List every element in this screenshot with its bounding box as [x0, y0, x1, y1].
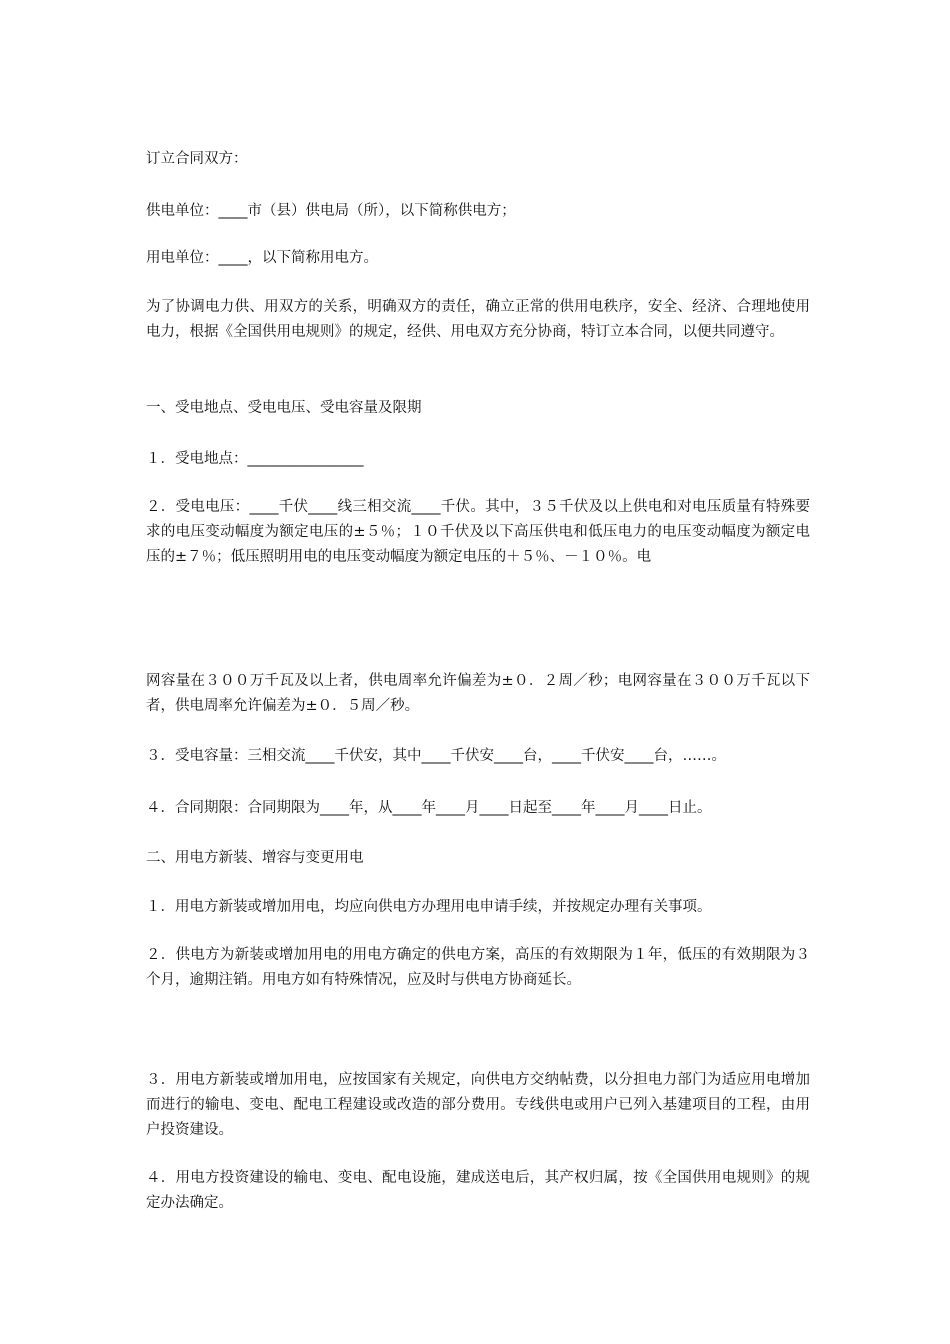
- clause-2-2: ２．供电方为新装或增加用电的用电方确定的供电方案，高压的有效期限为１年，低压的有效期限为３个月，逾期注销。用电方如有特殊情况，应及时与供电方协商延长。: [146, 947, 810, 988]
- clause-1-2: ２．受电电压：____千伏____线三相交流____千伏。其中，３５千伏及以上供电和对电压质量有特殊要求的电压变动幅度为额定电压的±５％；１０千伏及以下高压供电和低压电力的电压变动幅度为额定电压的±７％；低压照明用电的电压变动幅度为额定电压的＋５％、－１０％。电: [146, 499, 810, 565]
- clause-1-3: ３．受电容量：三相交流____千伏安，其中____千伏安____台，____千伏安____台，……。: [146, 748, 726, 764]
- clause-2-1: １．用电方新装或增加用电，均应向供电方办理用电申请手续，并按规定办理有关事项。: [146, 899, 712, 915]
- clause-1-1: １．受电地点：________________: [146, 451, 364, 467]
- section-one-heading: 一、受电地点、受电电压、受电容量及限期: [146, 400, 422, 416]
- user-line: 用电单位：____，以下简称用电方。: [146, 250, 378, 266]
- section-two-heading: 二、用电方新装、增容与变更用电: [146, 850, 364, 866]
- clause-1-2-continued: 网容量在３００万千瓦及以上者，供电周率允许偏差为±０．２周／秒；电网容量在３００万千瓦以下者，供电周率允许偏差为±０．５周／秒。: [146, 673, 810, 714]
- clause-2-4: ４．用电方投资建设的输电、变电、配电设施，建成送电后，其产权归属，按《全国供用电规则》的规定办法确定。: [146, 1170, 810, 1211]
- preamble-paragraph: 为了协调电力供、用双方的关系，明确双方的责任，确立正常的供用电秩序，安全、经济、合理地使用电力，根据《全国供用电规则》的规定，经供、用电双方充分协商，特订立本合同，以便共同遵守。: [146, 299, 810, 340]
- clause-1-4: ４．合同期限：合同期限为____年，从____年____月____日起至____年____月____日止。: [146, 800, 712, 816]
- parties-heading: 订立合同双方：: [146, 151, 248, 167]
- supplier-line: 供电单位：____市（县）供电局（所），以下简称供电方；: [146, 203, 516, 219]
- clause-2-3: ３．用电方新装或增加用电，应按国家有关规定，向供电方交纳帖费，以分担电力部门为适应用电增加而进行的输电、变电、配电工程建设或改造的部分费用。专线供电或用户已列入基建项目的工程，由用户投资建设。: [146, 1072, 810, 1138]
